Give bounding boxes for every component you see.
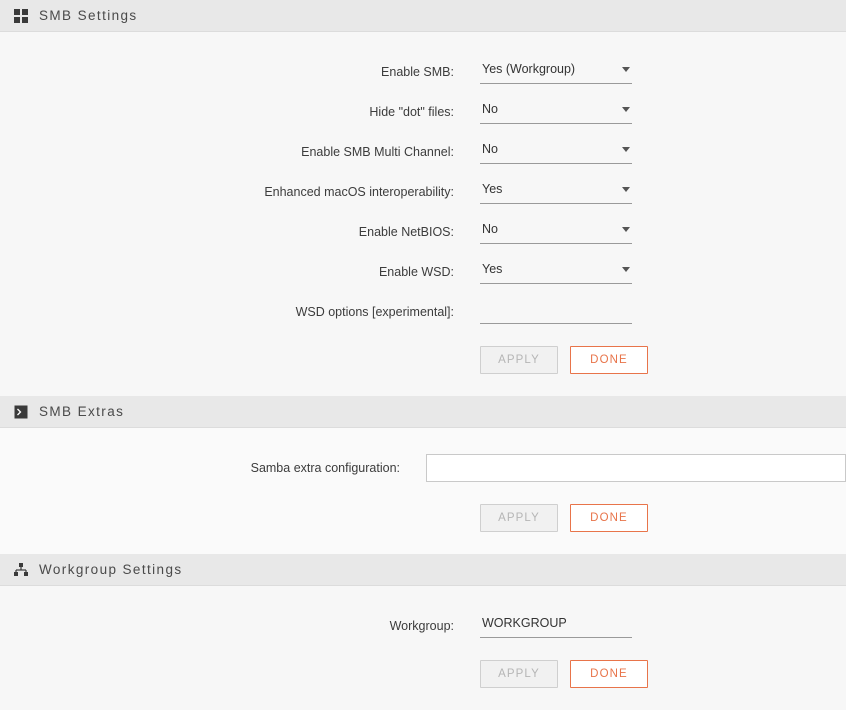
select-holder <box>480 178 632 204</box>
form-row-enable-smb <box>0 58 846 84</box>
windows-squares-icon <box>14 9 28 23</box>
section-body-smb-settings <box>0 32 846 396</box>
form-row-smb-multi-channel <box>0 138 846 164</box>
field-wrap <box>480 98 846 124</box>
field-label: Enable SMB: <box>381 65 454 79</box>
button-row-smb-settings <box>0 346 846 374</box>
apply-button[interactable]: APPLY <box>480 504 558 532</box>
section-body-workgroup-settings <box>0 586 846 710</box>
field-label: Enable WSD: <box>378 265 454 279</box>
form-row-workgroup <box>0 612 846 638</box>
select-holder <box>480 138 632 164</box>
section-workgroup-settings <box>0 554 846 710</box>
apply-button[interactable]: APPLY <box>480 346 558 374</box>
field-label: Enable SMB Multi Channel: <box>301 145 454 159</box>
section-header-workgroup-settings <box>0 554 846 586</box>
apply-button[interactable]: APPLY <box>480 660 558 688</box>
field-wrap <box>480 612 846 638</box>
terminal-icon <box>14 405 28 419</box>
done-button[interactable]: DONE <box>570 504 648 532</box>
form-row-wsd <box>0 258 846 284</box>
enable-wsd-select[interactable] <box>480 258 632 284</box>
workgroup-input[interactable] <box>480 612 632 638</box>
field-label: Samba extra configuration: <box>250 461 400 475</box>
field-wrap <box>426 454 846 482</box>
section-body-smb-extras <box>0 428 846 554</box>
enable-smb-select[interactable] <box>480 58 632 84</box>
select-holder <box>480 58 632 84</box>
samba-extra-configuration-input[interactable] <box>426 454 846 482</box>
enable-smb-multi-channel-select[interactable] <box>480 138 632 164</box>
field-label: Workgroup: <box>389 619 454 633</box>
section-title: SMB Settings <box>39 8 138 23</box>
field-label: Enable NetBIOS: <box>358 225 454 239</box>
section-title: Workgroup Settings <box>39 562 183 577</box>
form-row-hide-dot-files <box>0 98 846 124</box>
section-smb-extras <box>0 396 846 554</box>
network-icon <box>14 563 28 577</box>
button-row-smb-extras <box>0 504 846 532</box>
field-wrap <box>480 218 846 244</box>
field-label: Enhanced macOS interoperability: <box>264 185 454 199</box>
done-button[interactable]: DONE <box>570 346 648 374</box>
field-wrap <box>480 298 846 324</box>
select-holder <box>480 218 632 244</box>
form-row-wsd-options <box>0 298 846 324</box>
field-wrap <box>480 178 846 204</box>
section-header-smb-extras <box>0 396 846 428</box>
macos-interoperability-select[interactable] <box>480 178 632 204</box>
field-label: WSD options [experimental]: <box>295 305 454 319</box>
done-button[interactable]: DONE <box>570 660 648 688</box>
select-holder <box>480 258 632 284</box>
field-label: Hide "dot" files: <box>369 105 454 119</box>
hide-dot-files-select[interactable] <box>480 98 632 124</box>
wsd-options-input[interactable] <box>480 298 632 324</box>
form-row-macos-interop <box>0 178 846 204</box>
section-header-smb-settings <box>0 0 846 32</box>
enable-netbios-select[interactable] <box>480 218 632 244</box>
form-row-samba-extra-config <box>0 454 846 482</box>
section-title: SMB Extras <box>39 404 125 419</box>
field-wrap <box>480 258 846 284</box>
button-row-workgroup-settings <box>0 660 846 688</box>
field-wrap <box>480 58 846 84</box>
field-wrap <box>480 138 846 164</box>
form-row-netbios <box>0 218 846 244</box>
select-holder <box>480 98 632 124</box>
